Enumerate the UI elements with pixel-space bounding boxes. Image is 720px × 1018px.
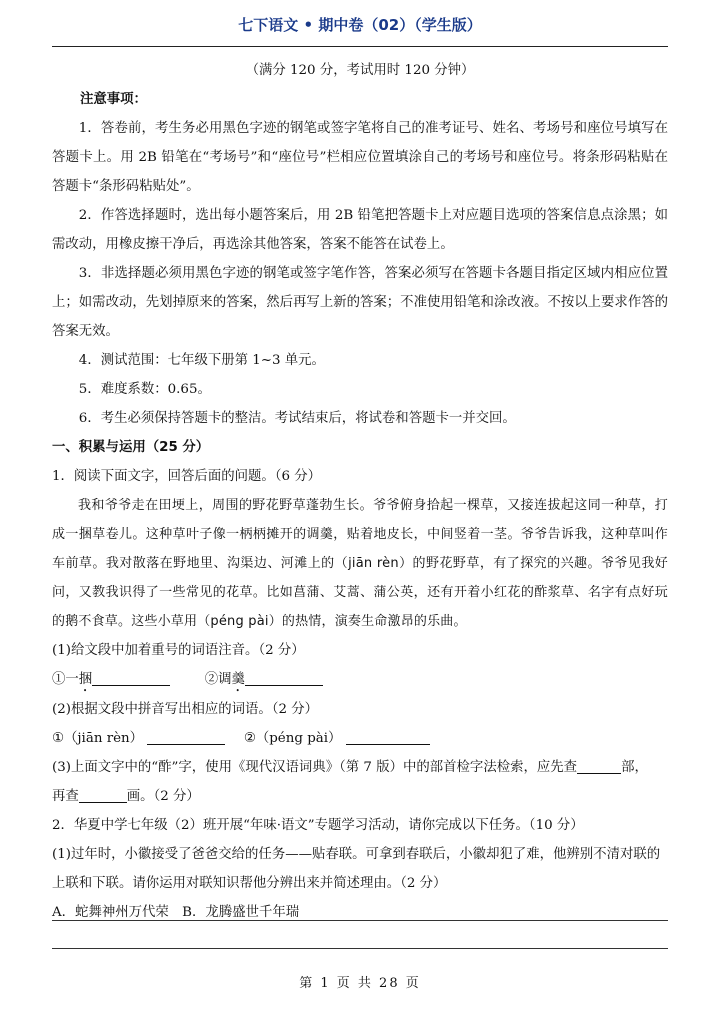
notice-title: 注意事项：: [80, 91, 147, 107]
question-2-stem: 2．华夏中学七年级（2）班开展“年味·语文”专题学习活动，请你完成以下任务。（10 分）: [52, 818, 584, 833]
sub2-b-blank[interactable]: [346, 728, 430, 745]
notice-item-4: 4．测试范围：七年级下册第 1~3 单元。: [78, 353, 325, 368]
answer-line-2[interactable]: [52, 948, 668, 949]
question-1-stem: 1．阅读下面文字，回答后面的问题。（6 分）: [52, 469, 322, 484]
notice-item-6: 6．考生必须保持答题卡的整洁。考试结束后，将试卷和答题卡一并交回。: [78, 411, 516, 426]
notice-item-5: 5．难度系数：0.65。: [78, 382, 211, 397]
sub2-a-blank[interactable]: [147, 728, 225, 745]
question-1-sub1-answers: [52, 665, 668, 695]
header-divider: [52, 46, 668, 47]
exam-info: （满分 120 分，考试用时 120 分钟）: [245, 63, 475, 78]
sub2-b-label: ②（péng pài）: [243, 731, 342, 746]
question-1-passage: 我和爷爷走在田埂上，周围的野花野草蓬勃生长。爷爷俯身拾起一棵草，又接连拔起这同一种草，打成一捆草卷儿。这种草叶子像一柄柄摊开的调羹，贴着地皮长，中间竖着一茎。爷爷告诉我，这种草叫作车前草。我对散落在野地里、沟渠边、河滩上的（jiān rèn）的野花野草，有了探究的兴趣。爷爷见我好问，又教我识得了一些常见的花草。比如菖蒲、艾蒿、蒲公英，还有开着小红花的酢浆草、名字有点好玩的鹅不食草。这些小草用（péng pài）的热情，演奏生命激昂的乐曲。: [52, 498, 668, 629]
notice-item-2: 2．作答选择题时，选出每小题答案后，用 2B 铅笔把答题卡上对应题目选项的答案信息点涂黑；如需改动，用橡皮擦干净后，再选涂其他答案，答案不能答在试卷上。: [52, 208, 668, 252]
notice-item-1: 1．答卷前，考生务必用黑色字迹的钢笔或签字笔将自己的准考证号、姓名、考场号和座位号填写在答题卡上。用 2B 铅笔在“考场号”和“座位号”栏相应位置填涂自己的考场号和座位号。将条形码粘贴在答题卡“条形码粘贴处”。: [52, 121, 668, 194]
question-1-sub2-answers: [52, 724, 668, 753]
notice-item-3: 3．非选择题必须用黑色字迹的钢笔或签字笔作答，答案必须写在答题卡各题目指定区域内相应位置上；如需改动，先划掉原来的答案，然后再写上新的答案；不准使用铅笔和涂改液。不按以上要求作答的答案无效。: [52, 266, 668, 339]
sub2-a-label: ①（jiān rèn）: [52, 731, 144, 746]
sub1-a-blank[interactable]: [92, 669, 170, 686]
question-2-sub1: (1)过年时，小徽接受了爸爸交给的任务——贴春联。可拿到春联后，小徽却犯了难，他辨别不清对联的上联和下联。请你运用对联知识帮他分辨出来并简述理由。（2 分）: [52, 847, 661, 891]
sub1-b-label: ②调: [204, 672, 232, 687]
sub3-stroke-blank[interactable]: [79, 786, 127, 803]
sub1-a-dotted-char: 捆: [78, 672, 93, 687]
sub1-b-dotted-char: 羹: [231, 672, 245, 687]
question-2-options: A．蛇舞神州万代荣 B．龙腾盛世千年瑞: [52, 905, 300, 920]
question-1-sub1: (1)给文段中加着重号的词语注音。（2 分）: [52, 643, 305, 658]
answer-line-1[interactable]: [52, 920, 668, 921]
exam-content: [52, 56, 668, 927]
sub1-b-blank[interactable]: [245, 669, 323, 686]
section-title: 一、积累与运用（25 分）: [52, 440, 210, 455]
sub1-a-label: ①一: [52, 672, 79, 687]
question-1-sub3: (3)上面文字中的“酢”字，使用《现代汉语词典》（第 7 版）中的部首检字法检索，应先查 部， 再查 画。（2 分）: [52, 753, 668, 811]
page-header-title: 七下语文 • 期中卷（02）（学生版）: [238, 16, 482, 34]
sub3-radical-blank[interactable]: [577, 757, 621, 774]
question-1-sub2: (2)根据文段中拼音写出相应的词语。（2 分）: [52, 702, 319, 717]
page-number: 第 1 页 共 28 页: [299, 976, 421, 991]
